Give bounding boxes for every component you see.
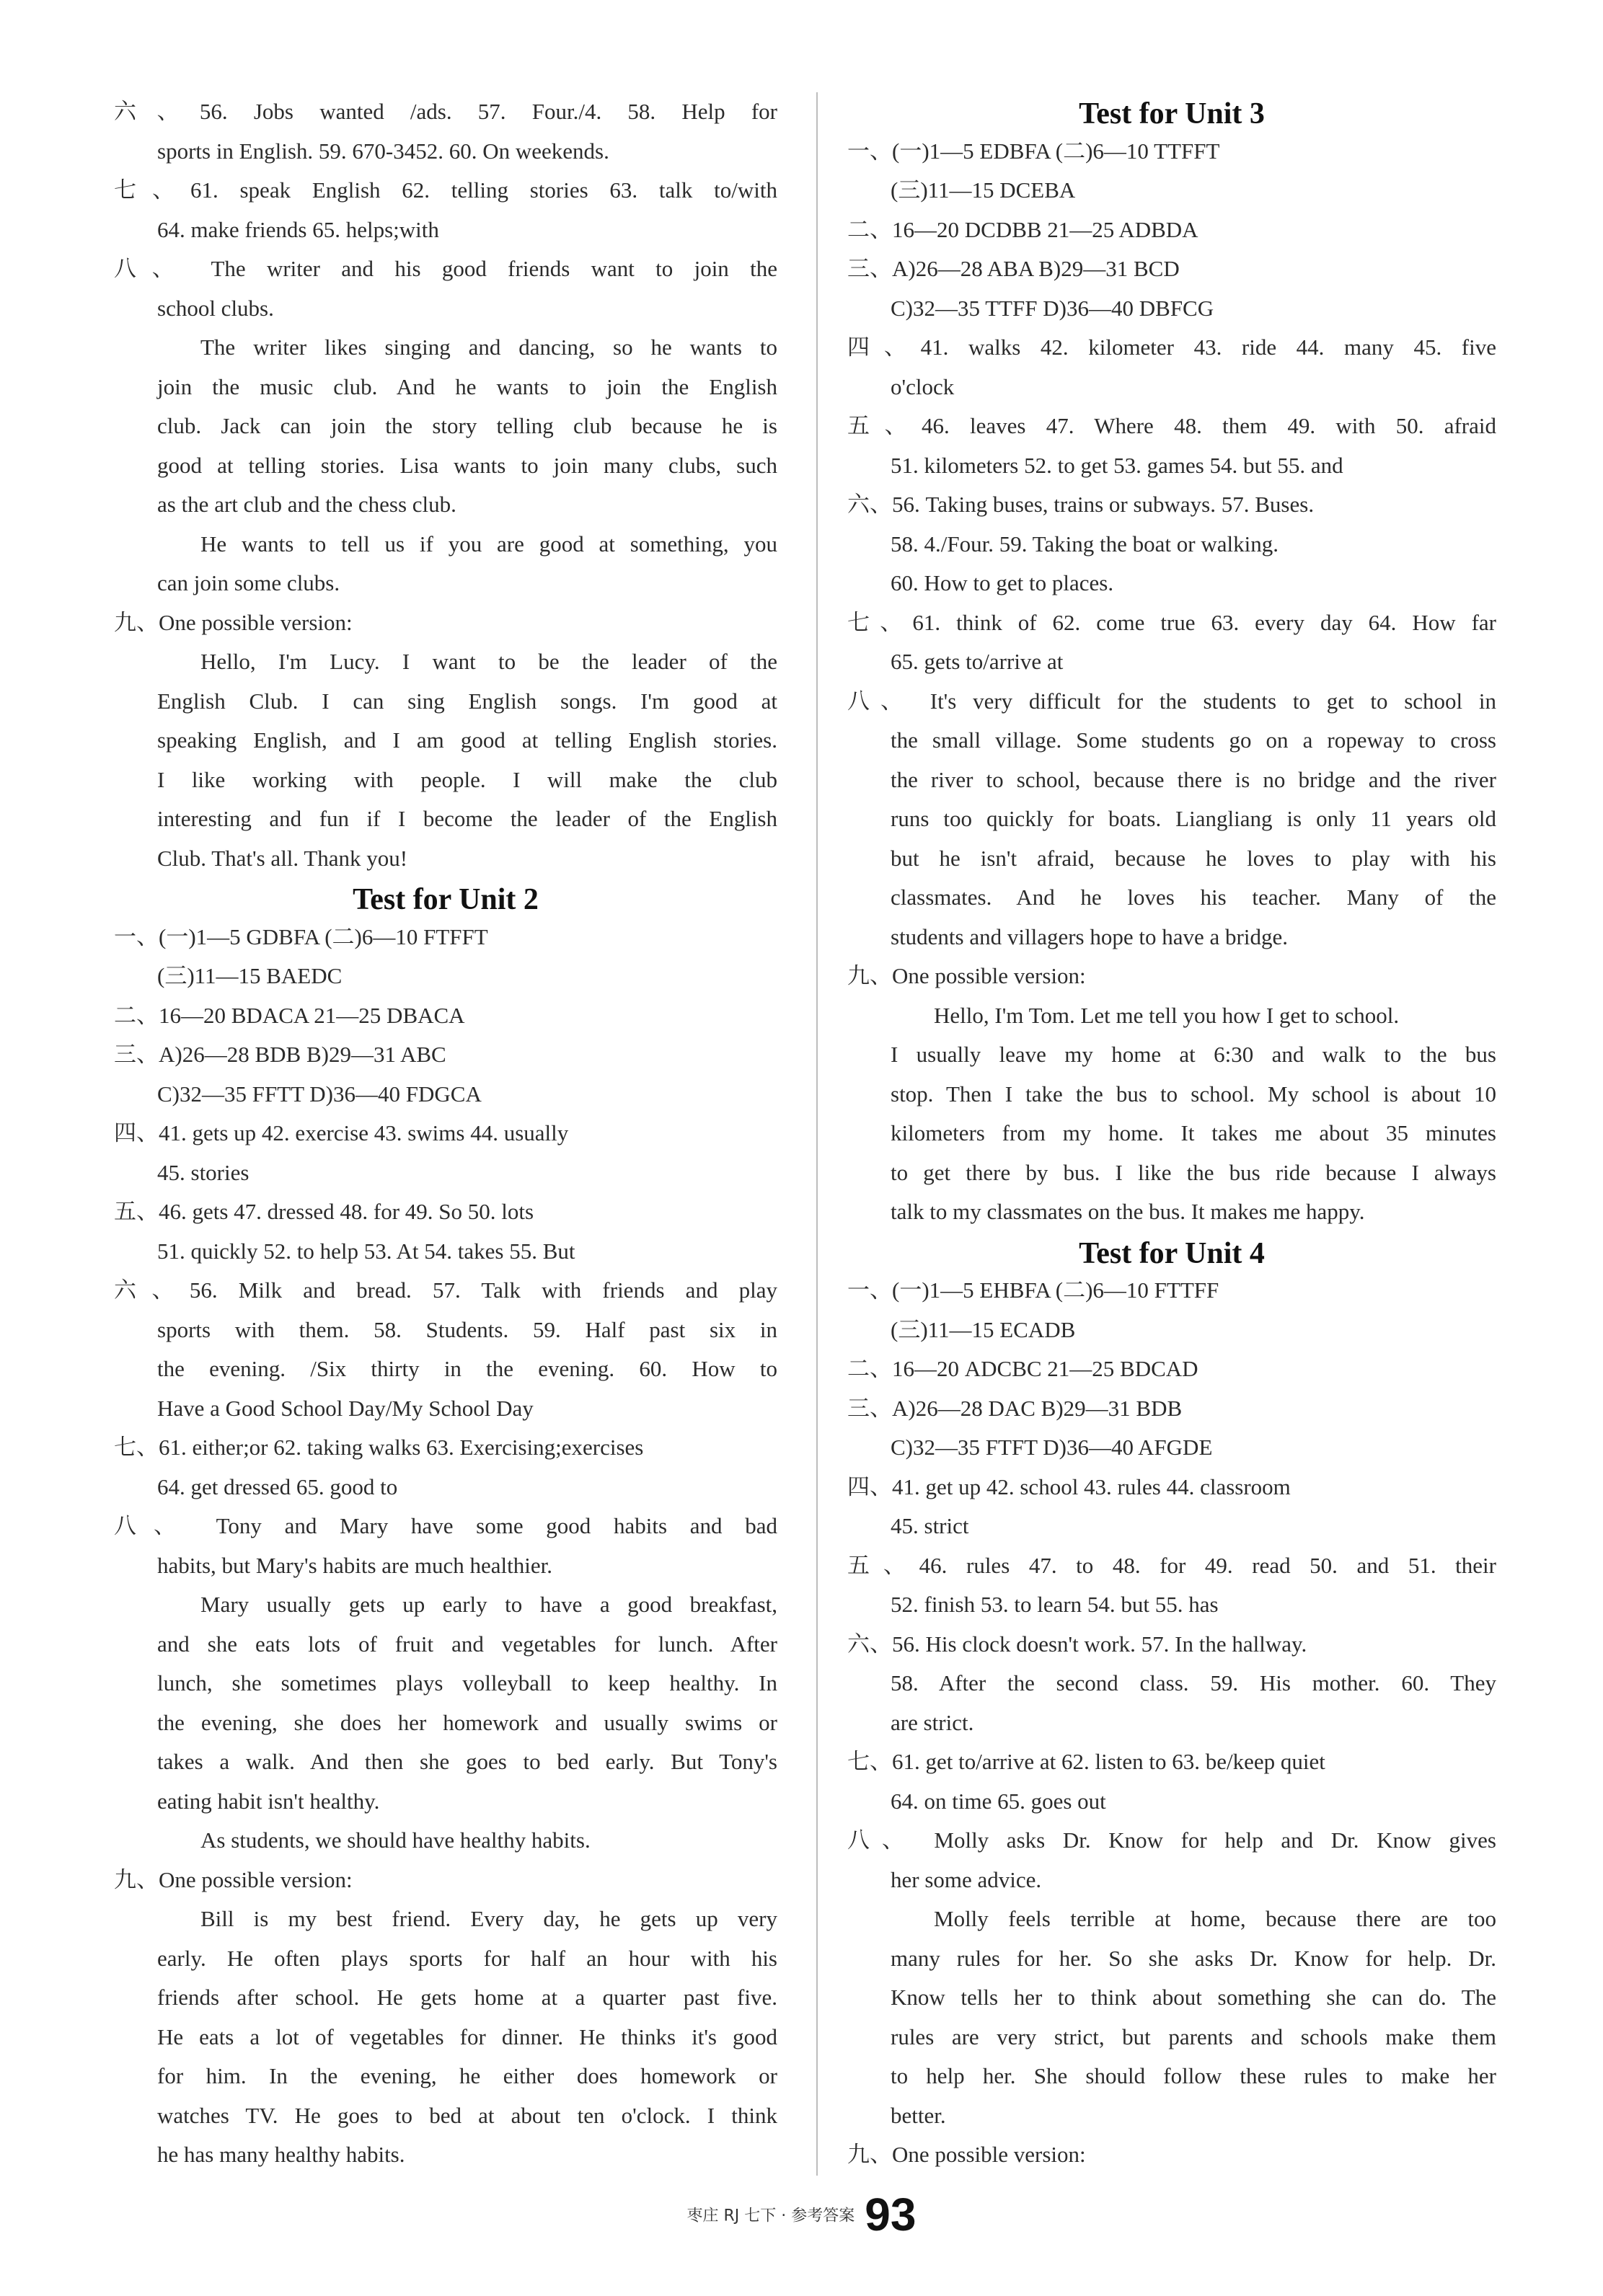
text-line: takes a walk. And then she goes to bed early. But Tony's <box>157 1749 777 1774</box>
text-line: many rules for her. So she asks Dr. Know for help. Dr. <box>891 1945 1496 1971</box>
text-line: school clubs. <box>157 295 274 321</box>
text-line: Mary usually gets up early to have a good breakfast, <box>200 1592 777 1617</box>
text-line: 一、(一)1—5 EHBFA (二)6—10 FTTFF <box>847 1277 1219 1303</box>
text-line: 四、41. walks 42. kilometer 43. ride 44. many 45. five <box>847 334 1496 360</box>
text-line: her some advice. <box>891 1866 1042 1892</box>
text-line: The writer likes singing and dancing, so he wants to <box>200 334 777 360</box>
section-heading-unit-2: Test for Unit 2 <box>353 883 539 916</box>
text-line: the evening, she does her homework and usually swims or <box>157 1709 777 1735</box>
text-line: As students, we should have healthy habits. <box>200 1827 591 1853</box>
text-line: 58. After the second class. 59. His mother. 60. They <box>891 1670 1496 1696</box>
text-line: 八、 Tony and Mary have some good habits and bad <box>114 1513 777 1538</box>
text-line: 51. kilometers 52. to get 53. games 54. but 55. and <box>891 452 1343 478</box>
text-line: 六、56. His clock doesn't work. 57. In the hallway. <box>847 1631 1307 1657</box>
text-line: can join some clubs. <box>157 570 340 595</box>
text-line: 九、One possible version: <box>114 1866 353 1892</box>
text-line: (三)11—15 ECADB <box>891 1316 1076 1342</box>
text-line: 六、56. Milk and bread. 57. Talk with friends and play <box>114 1277 777 1303</box>
text-line: lunch, she sometimes plays volleyball to keep healthy. In <box>157 1670 777 1696</box>
text-line: as the art club and the chess club. <box>157 492 456 517</box>
text-line: 七、61. either;or 62. taking walks 63. Exercising;exercises <box>114 1435 644 1460</box>
text-line: Bill is my best friend. Every day, he gets up very <box>200 1906 777 1931</box>
text-line: he has many healthy habits. <box>157 2142 405 2167</box>
text-line: early. He often plays sports for half an hour with his <box>157 1945 777 1971</box>
text-line: 三、A)26—28 BDB B)29—31 ABC <box>114 1042 446 1067</box>
text-line: 七、61. think of 62. come true 63. every day 64. How far <box>847 609 1496 635</box>
text-line: Know tells her to think about something she can do. The <box>891 1985 1496 2010</box>
text-line: the small village. Some students go on a ropeway to cross <box>891 727 1496 753</box>
text-line: 64. make friends 65. helps;with <box>157 216 439 242</box>
text-line: 五、46. gets 47. dressed 48. for 49. So 50. lots <box>114 1199 534 1224</box>
text-line: 一、(一)1—5 GDBFA (二)6—10 FTFFT <box>114 923 488 949</box>
text-line: I like working with people. I will make the club <box>157 766 777 792</box>
text-line: 45. strict <box>891 1513 969 1538</box>
text-line: to help her. She should follow these rules to make her <box>891 2063 1496 2088</box>
text-line: sports in English. 59. 670-3452. 60. On weekends. <box>157 138 609 164</box>
text-line: stop. Then I take the bus to school. My school is about 10 <box>891 1081 1496 1107</box>
text-line: 51. quickly 52. to help 53. At 54. takes 55. But <box>157 1238 575 1264</box>
text-line: 九、One possible version: <box>847 2142 1086 2167</box>
text-line: better. <box>891 2102 946 2128</box>
text-line: Have a Good School Day/My School Day <box>157 1395 534 1421</box>
text-line: 三、A)26—28 DAC B)29—31 BDB <box>847 1395 1183 1421</box>
text-line: the river to school, because there is no bridge and the river <box>891 766 1496 792</box>
text-line: 五、46. leaves 47. Where 48. them 49. with 50. afraid <box>847 413 1496 438</box>
text-line: English Club. I can sing English songs. I'm good at <box>157 688 777 714</box>
text-line: students and villagers hope to have a bridge. <box>891 923 1288 949</box>
text-line: eating habit isn't healthy. <box>157 1788 380 1814</box>
text-line: C)32—35 FFTT D)36—40 FDGCA <box>157 1081 482 1107</box>
footer-label: 枣庄 RJ 七下 · 参考答案 <box>686 2207 855 2225</box>
text-line: I usually leave my home at 6:30 and walk to the bus <box>891 1042 1496 1067</box>
text-line: talk to my classmates on the bus. It makes me happy. <box>891 1199 1365 1224</box>
text-line: He wants to tell us if you are good at something, you <box>200 531 777 557</box>
text-line: for him. In the evening, he either does homework or <box>157 2063 777 2088</box>
text-line: 60. How to get to places. <box>891 570 1114 595</box>
text-line: watches TV. He goes to bed at about ten o'clock. I think <box>157 2102 777 2128</box>
right-column <box>847 92 1496 2175</box>
text-line: the evening. /Six thirty in the evening. 60. How to <box>157 1356 777 1381</box>
text-line: 九、One possible version: <box>114 609 353 635</box>
text-line: 七、61. get to/arrive at 62. listen to 63. be/keep quiet <box>847 1749 1325 1774</box>
text-line: 一、(一)1—5 EDBFA (二)6—10 TTFFT <box>847 138 1220 164</box>
text-line: 64. get dressed 65. good to <box>157 1473 398 1499</box>
text-line: kilometers from my home. It takes me about 35 minutes <box>891 1120 1496 1145</box>
text-line: Hello, I'm Lucy. I want to be the leader of the <box>200 649 777 674</box>
text-line: 52. finish 53. to learn 54. but 55. has <box>891 1592 1219 1617</box>
section-heading-unit-4: Test for Unit 4 <box>1079 1236 1265 1270</box>
text-line: C)32—35 TTFF D)36—40 DBFCG <box>891 295 1214 321</box>
text-line: 45. stories <box>157 1159 249 1185</box>
text-line: 八、 The writer and his good friends want to join the <box>114 256 777 281</box>
text-line: club. Jack can join the story telling club because he is <box>157 413 777 438</box>
text-line: join the music club. And he wants to join the English <box>157 373 777 399</box>
text-line: 二、16—20 ADCBC 21—25 BDCAD <box>847 1356 1198 1381</box>
text-line: 八、 It's very difficult for the students to get to school in <box>847 688 1496 714</box>
left-column <box>114 92 777 2175</box>
text-line: friends after school. He gets home at a quarter past five. <box>157 1985 777 2010</box>
text-line: o'clock <box>891 373 955 399</box>
text-line: good at telling stories. Lisa wants to join many clubs, such <box>157 452 777 478</box>
text-line: runs too quickly for boats. Liangliang is only 11 years old <box>891 806 1496 831</box>
text-line: habits, but Mary's habits are much healthier. <box>157 1552 552 1578</box>
text-line: He eats a lot of vegetables for dinner. He thinks it's good <box>157 2024 777 2049</box>
section-heading-unit-3: Test for Unit 3 <box>1079 97 1265 130</box>
text-line: 六、56. Jobs wanted /ads. 57. Four./4. 58. Help for <box>114 99 777 124</box>
column-divider <box>816 92 818 2176</box>
text-line: Club. That's all. Thank you! <box>157 845 408 871</box>
text-line: Molly feels terrible at home, because there are too <box>934 1906 1496 1931</box>
text-line: 九、One possible version: <box>847 963 1086 988</box>
text-line: Hello, I'm Tom. Let me tell you how I get to school. <box>934 1002 1400 1028</box>
text-line: 58. 4./Four. 59. Taking the boat or walking. <box>891 531 1279 557</box>
text-line: and she eats lots of fruit and vegetables for lunch. After <box>157 1631 777 1657</box>
text-line: are strict. <box>891 1709 974 1735</box>
text-line: C)32—35 FTFT D)36—40 AFGDE <box>891 1435 1213 1460</box>
text-line: to get there by bus. I like the bus ride because I always <box>891 1159 1496 1185</box>
text-line: 四、41. get up 42. school 43. rules 44. classroom <box>847 1473 1291 1499</box>
text-line: rules are very strict, but parents and schools make them <box>891 2024 1496 2049</box>
text-line: interesting and fun if I become the leader of the English <box>157 806 777 831</box>
page-number: 93 <box>865 2189 917 2240</box>
text-line: (三)11—15 DCEBA <box>891 177 1076 203</box>
text-line: 五、46. rules 47. to 48. for 49. read 50. and 51. their <box>847 1552 1496 1578</box>
text-line: (三)11—15 BAEDC <box>157 963 343 988</box>
text-line: 七、61. speak English 62. telling stories 63. talk to/with <box>114 177 777 203</box>
text-line: 64. on time 65. goes out <box>891 1788 1106 1814</box>
text-line: 四、41. gets up 42. exercise 43. swims 44. usually <box>114 1120 569 1145</box>
text-line: sports with them. 58. Students. 59. Half past six in <box>157 1316 777 1342</box>
text-line: 二、16—20 DCDBB 21—25 ADBDA <box>847 216 1198 242</box>
text-line: 三、A)26—28 ABA B)29—31 BCD <box>847 256 1180 281</box>
text-line: 65. gets to/arrive at <box>891 649 1064 674</box>
text-line: speaking English, and I am good at telling English stories. <box>157 727 777 753</box>
text-line: classmates. And he loves his teacher. Many of the <box>891 885 1496 910</box>
page-footer <box>0 2188 1603 2241</box>
text-line: 八、 Molly asks Dr. Know for help and Dr. Know gives <box>847 1827 1496 1853</box>
text-line: 六、56. Taking buses, trains or subways. 57. Buses. <box>847 492 1315 517</box>
text-line: but he isn't afraid, because he loves to play with his <box>891 845 1496 871</box>
text-line: 二、16—20 BDACA 21—25 DBACA <box>114 1002 465 1028</box>
